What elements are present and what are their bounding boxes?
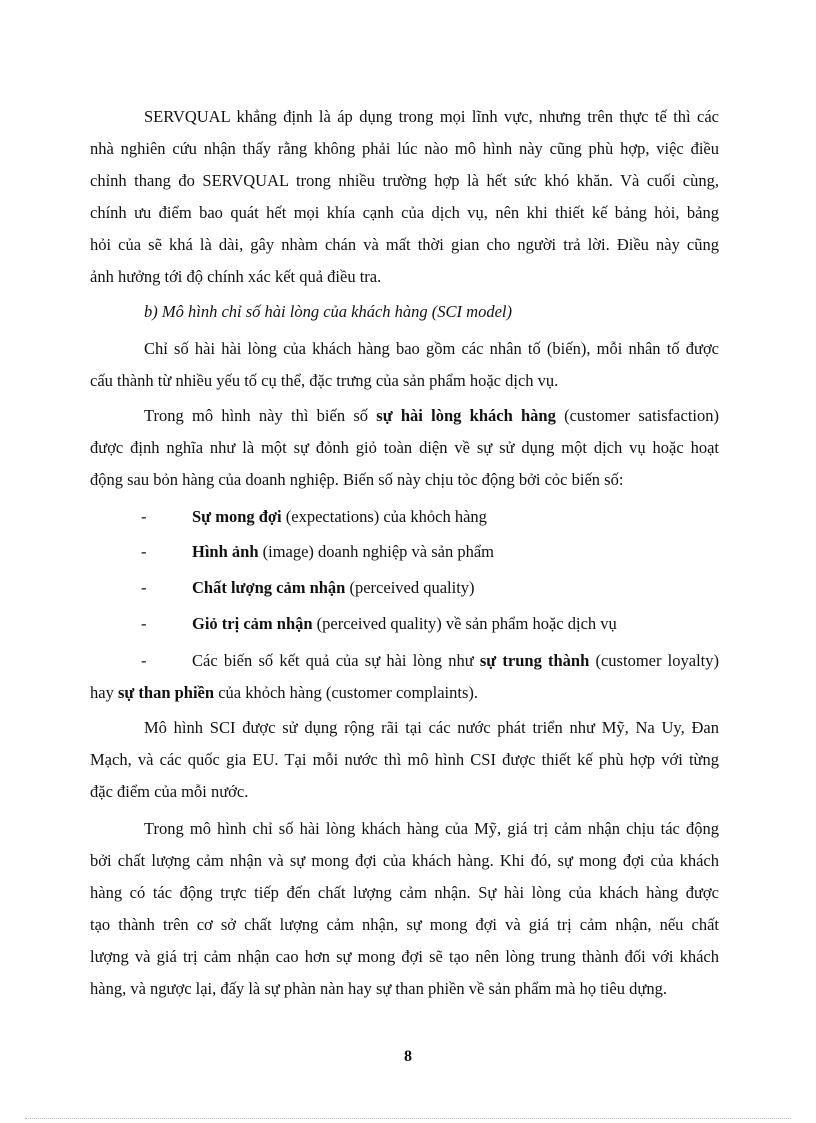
text-run: Trong mô hình này thì biến số <box>144 406 377 425</box>
page-number: 8 <box>404 1048 412 1065</box>
text-line: Mạch, và các quốc gia EU. Tại mỗi nước thì mô hình CSI được thiết kế phù hợp với từng <box>90 750 719 769</box>
text-line: bởi chất lượng cảm nhận và sự mong đợi của khách hàng. Khi đó, sự mong đợi của khách <box>90 851 719 870</box>
bold-term: sự than phiền <box>117 683 215 702</box>
text-line: động sau bỏn hàng của doanh nghiệp. Biến số này chịu tỏc động bởi cỏc biến số: <box>90 470 624 489</box>
bullet-dash: - <box>141 542 147 561</box>
footer-divider <box>25 1118 791 1119</box>
bold-term: Sự mong đợi <box>192 507 282 526</box>
text-run: của khỏch hàng (customer complaints). <box>214 683 478 702</box>
text-line: Mô hình SCI được sử dụng rộng rãi tại các nước phát triển như Mỹ, Na Uy, Đan <box>144 718 719 737</box>
text-run: (perceived quality) <box>345 578 475 597</box>
text-line: ảnh hưởng tới độ chính xác kết quả điều tra. <box>90 267 382 286</box>
bullet-text <box>192 536 494 568</box>
text-run: (customer loyalty) <box>589 651 719 670</box>
bullet-dash: - <box>141 651 147 670</box>
bullet-dash: - <box>141 507 147 526</box>
text-line: tạo thành trên cơ sở chất lượng cảm nhận, sự mong đợi và giá trị cảm nhận, nếu chất <box>90 915 719 934</box>
bold-term: Giỏ trị cảm nhận <box>192 614 313 633</box>
text-run: Các biến số kết quả của sự hài lòng như <box>192 651 480 670</box>
bullet-dash: - <box>141 614 147 633</box>
bold-term: Chất lượng cảm nhận <box>192 578 346 597</box>
text-line: SERVQUAL khẳng định là áp dụng trong mọi lĩnh vực, nhưng trên thực tế thì các <box>144 107 719 126</box>
text-line: Chỉ số hài hài lòng của khách hàng bao gồm các nhân tố (biến), mỗi nhân tố được <box>144 339 719 358</box>
bold-term: sự hài lòng khách hàng <box>376 406 556 425</box>
section-heading: b) Mô hình chỉ số hài lòng của khách hàng (SCI model) <box>144 302 512 321</box>
bullet-text <box>192 572 475 604</box>
text-run: (customer satisfaction) <box>555 406 719 425</box>
text-line: cấu thành từ nhiều yếu tố cụ thể, đặc trưng của sản phẩm hoặc dịch vụ. <box>90 371 559 390</box>
text-line: hỏi của sẽ khá là dài, gây nhàm chán và mất thời gian cho người trả lời. Điều này cũng <box>90 235 719 254</box>
text-run: (expectations) của khỏch hàng <box>281 507 487 526</box>
text-line: lượng và giá trị cảm nhận cao hơn sự mong đợi sẽ tạo nên lòng trung thành đối với khách <box>90 947 719 966</box>
text-line: chính ưu điểm bao quát hết mọi khía cạnh của dịch vụ, nên khi thiết kế bảng hỏi, bảng <box>90 203 719 222</box>
bullet-dash: - <box>141 578 147 597</box>
text-line: chỉnh thang đo SERVQUAL trong nhiều trường hợp là hết sức khó khăn. Và cuối cùng, <box>90 171 719 190</box>
text-line: hàng có tác động trực tiếp đến chất lượng cảm nhận. Sự hài lòng của khách hàng được <box>90 883 719 902</box>
text-line: hàng, và ngược lại, đấy là sự phàn nàn hay sự than phiền về sản phẩm mà họ tiêu dựng. <box>90 979 667 998</box>
text-line <box>90 677 478 709</box>
text-run: (image) doanh nghiệp và sản phẩm <box>258 542 495 561</box>
text-line: nhà nghiên cứu nhận thấy rằng không phải lúc nào mô hình này cũng phù hợp, việc điều <box>90 139 719 158</box>
text-run: (perceived quality) về sản phẩm hoặc dịch vụ <box>312 614 617 633</box>
text-line: đặc điểm của mỗi nước. <box>90 782 249 801</box>
text-line: được định nghĩa như là một sự đỏnh giỏ toàn diện về sự sử dụng một dịch vụ hoặc hoạt <box>90 438 719 457</box>
bullet-text <box>192 501 487 533</box>
bold-term: sự trung thành <box>479 651 590 670</box>
bullet-text <box>192 645 719 677</box>
text-line <box>144 400 719 432</box>
bold-term: Hình ảnh <box>192 542 259 561</box>
text-run: hay <box>90 683 118 702</box>
bullet-text <box>192 608 617 640</box>
text-line: Trong mô hình chỉ số hài lòng khách hàng của Mỹ, giá trị cảm nhận chịu tác động <box>144 819 719 838</box>
